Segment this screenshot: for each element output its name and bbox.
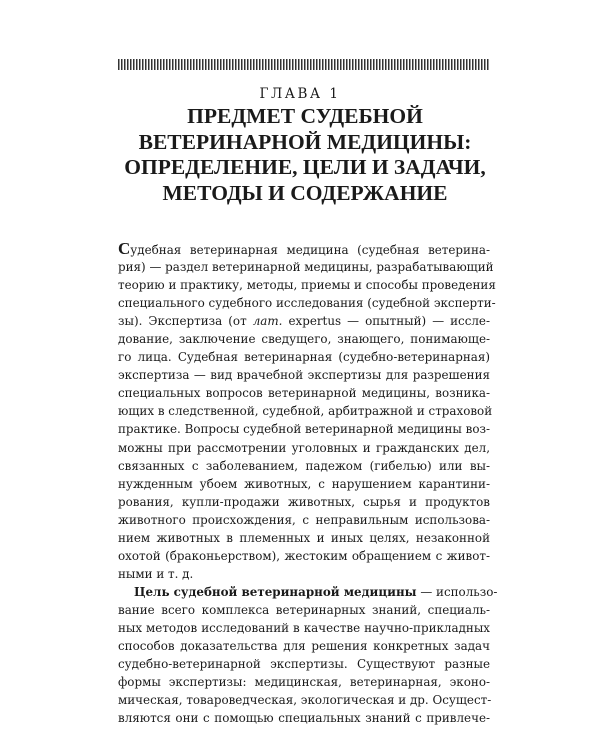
text-line: ных методов исследований в качестве научно-прикладных [118,620,490,635]
text-line: связанных с заболеванием, падежом (гибелью) или вы- [118,458,490,473]
text-line: зы). Экспертиза (от лат. expertus — опытный) — иссле- [118,314,490,329]
text-line: вание всего комплекса ветеринарных знаний, специаль- [118,602,490,617]
chapter-title-line: ОПРЕДЕЛЕНИЕ, ЦЕЛИ И ЗАДАЧИ, [124,155,486,179]
text-line: способов доказательства для решения конкретных задач [118,639,490,654]
chapter-title-line: МЕТОДЫ И СОДЕРЖАНИЕ [162,180,448,205]
text-line: специальных вопросов ветеринарной медицины, возника- [118,386,490,401]
text-line: нужденным убоем животных, с нарушением карантини- [118,476,490,491]
text-line: можны при рассмотрении уголовных и гражданских дел, [118,440,490,455]
text-line: мическая, товароведческая, экологическая и др. Осущест- [118,693,492,708]
text-line: экспертиза — вид врачебной экспертизы для разрешения [118,368,490,383]
drop-cap: С [118,239,131,258]
text-line: теорию и практику, методы, приемы и способы проведения [118,278,496,293]
text-line: нием животных в племенных и иных целях, незаконной [118,530,490,545]
body-text [118,239,498,727]
text-line: специального судебного исследования (судебной эксперти- [118,296,496,311]
chapter-title [110,104,500,206]
text-line: ющих в следственной, судебной, арбитражной и страховой [118,404,493,419]
goal-heading: Цель судебной ветеринарной медицины [134,584,417,599]
latin-abbrev: лат. [252,314,283,329]
chapter-label: ГЛАВА 1 [259,86,341,102]
text-line: практике. Вопросы судебной ветеринарной медицины воз- [118,422,490,437]
text-line: ными и т. д. [118,566,194,581]
text-line: вляются они с помощью специальных знаний с привлече- [118,711,490,726]
text-line: формы экспертизы: медицинская, ветеринарная, эконо- [118,675,490,690]
text-line: судебно-ветеринарной экспертизы. Существуют разные [118,657,490,672]
text-line: Цель судебной ветеринарной медицины — использо- [134,584,498,599]
text-line: Судебная ветеринарная медицина (судебная ветерина- [118,239,490,258]
text-line: го лица. Судебная ветеринарная (судебно-ветеринарная) [118,350,490,365]
chapter-title-line: ПРЕДМЕТ СУДЕБНОЙ [187,104,423,128]
chapter-header-rule [118,59,490,70]
text-line: охотой (браконьерством), жестоким обращением с живот- [118,548,490,563]
text-line: рования, купли-продажи животных, сырья и продуктов [118,494,490,509]
text-line: животного происхождения, с неправильным использова- [118,512,490,527]
chapter-title-line: ВЕТЕРИНАРНОЙ МЕДИЦИНЫ: [138,129,472,154]
text-line: рия) — раздел ветеринарной медицины, разрабатывающий [118,260,494,275]
text-line: дование, заключение сведущего, знающего, понимающе- [118,332,490,347]
